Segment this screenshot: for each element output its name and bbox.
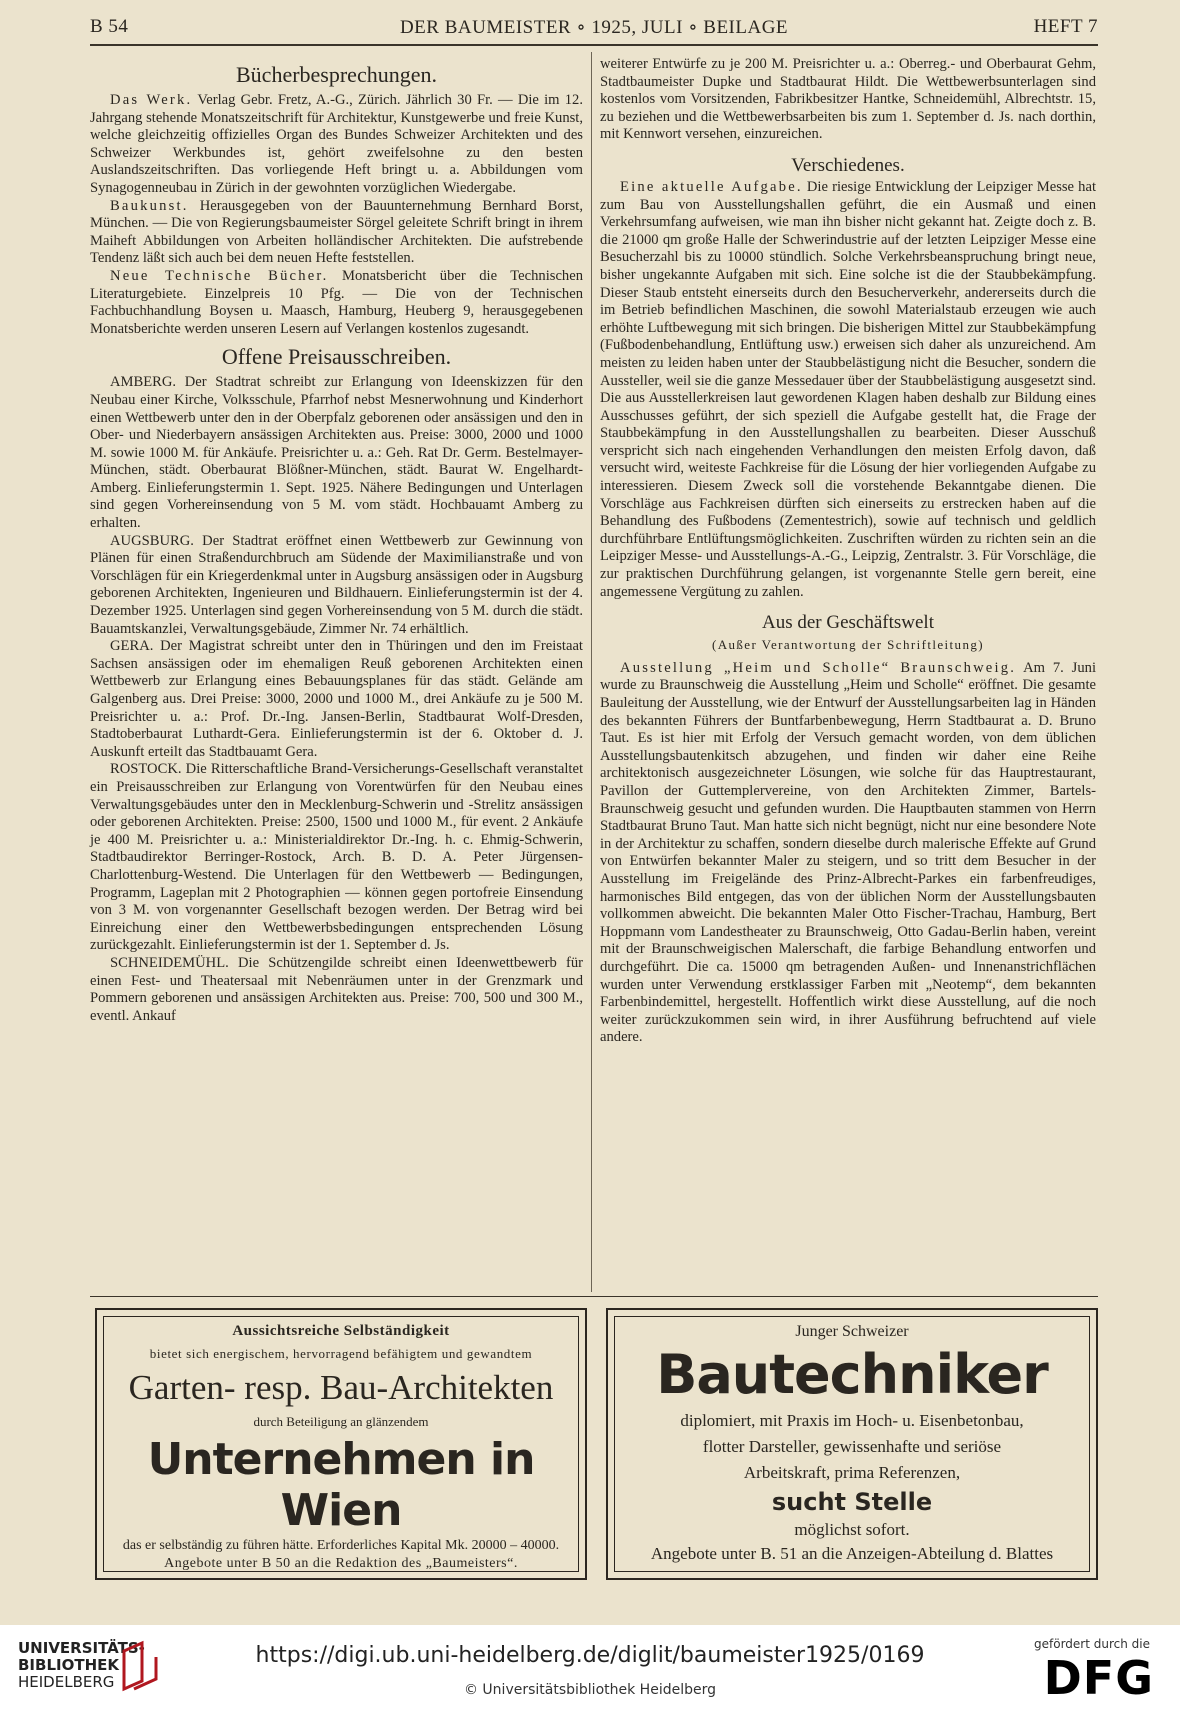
ad-headline: Aussichtsreiche Selbständigkeit [232, 1323, 450, 1339]
ad-line: Junger Schweizer [795, 1323, 909, 1340]
competition-city: AUGSBURG. [110, 532, 194, 549]
review-lead: Baukunst. [110, 197, 189, 214]
misc-text: Die riesige Entwicklung der Leipziger Messe hat zum Bau von Ausstellungshallen geführt, die ein Ausmaß und einen Verkehrsumfang aufweisen, wie man ihn bisher nicht gekannt hat. Zeigte doch z. B. die 21000 qm große Halle der Schwerindustrie auf der letzten Leipziger Messe eine Besucherzahl bis zu 10000 stündlich. Solche Verkehrsbeanspruchung bringt neue, bisher ungekannte Aufgaben mit sich. Eine solche ist die der Staubbekämpfung. Dieser Staub entsteht einerseits durch den Besucherverkehr, andererseits durch die im Betrieb befindlichen Maschinen, die sowohl Materialstaub erzeugen wie auch erhöhte Luftbewegung mit sich bringen. Die bisherigen Mittel zur Staubbekämpfung (Fußbodenbehandlung, Entlüftung usw.) erweisen sich daher als unzureichend. Am meisten zu leiden haben unter der Staubbelästigung nicht die Besucher, sondern die Aussteller, weil sie die ganze Messedauer über der Staubbelästigung ausgesetzt sind. Die aus Ausstellerkreisen laut gewordenen Klagen haben deshalb zur Bildung eines Ausschusses geführt, der sich speziell die Aufgabe gestellt hat, die Frage der Staubbekämpfung in den Ausstellungshallen zu bearbeiten. Dieser Ausschuß verspricht sich nach eingehenden Verhandlungen den meisten Erfolg davon, daß versucht wird, weiteste Fachkreise für die Lösung der hier vorliegenden Aufgabe zu interessieren. Diesem Zweck soll die vorstehende Bekanntgabe dienen. Die Vorschläge aus Fachkreisen dürften sich einerseits zu erstrecken haben auf die Behandlung des Fußbodens (Zementestrich), sowie auf technisch und geldlich durchführbare Entlüftungsmöglichkeiten. Zuschriften würden zu richten sein an die Leipziger Messe- und Ausstellungs-A.-G., Leipzig, Zentralstr. 3. Für Vorschläge, die zur praktischen Durchführung gelangen, ist vorgenannte Stelle gern bereit, eine angemessene Vergütung zu zahlen. [600, 178, 1097, 600]
ad-inner-frame [103, 1316, 579, 1572]
ad-line: möglichst sofort. [794, 1520, 910, 1539]
ad-line: flotter Darsteller, gewissenhafte und seriöse [702, 1437, 1002, 1456]
continued-paragraph: weiterer Entwürfe zu je 200 M. Preisrichter u. a.: Oberreg.- und Oberbaurat Gehm, Stadtbaumeister Dupke und Stadtbaurat Hildt. Die Wettbewerbsunterlagen sind kostenlos vom Vorsitzenden, Fabrikbesitzer Hantke, Schneidemühl, Albrechtstr. 15, zu beziehen und die Wettbewerbsarbeiten bis zum 1. September d. Js. nach dorthin, mit Kennwort versehen, einzureichen. [600, 56, 1096, 143]
ad-line: diplomiert, mit Praxis im Hoch- u. Eisenbetonbau, [680, 1411, 1024, 1430]
ad-contact: Angebote unter B 50 an die Redaktion des „Baumeisters“. [164, 1556, 518, 1571]
review-lead: Das Werk. [110, 92, 193, 108]
competition-city: SCHNEIDEMÜHL. [110, 954, 229, 971]
competition-text: Der Magistrat schreibt unter den in Thüringen und den im Freistaat Sachsen ansässigen oder im ehemaligen Reuß geborenen Architekten einen Wettbewerb zur Erlangung eines Bebauungsplanes für das städt. Gelände am Galgenberg aus. Drei Preise: 3000, 2000 und 1000 M., drei Ankäufe zu je 500 M. Preisrichter u. a.: Prof. Dr.-Ing. Jansen-Berlin, Stadtbaurat Wolf-Dresden, Stadtoberbaurat Luthardt-Gera. Einlieferungstermin ist der 6. Oktober d. J. Auskunft erteilt das Stadtbauamt Gera. [90, 638, 583, 760]
review-paragraph [90, 92, 583, 198]
competition-text: Die Schützengilde schreibt einen Ideenwettbewerb für einen Fest- und Theatersaal mit Nebenräumen unter in der Grenzmark und Pommern geborenen und ansässigen Architekten aus. Preise: 700, 500 und 300 M., eventl. Ankauf [90, 954, 583, 1024]
competition-paragraph [90, 374, 583, 532]
viewer-footer [0, 1625, 1180, 1713]
section-heading-business: Aus der Geschäftswelt [761, 612, 934, 634]
misc-paragraph [600, 179, 1096, 601]
ad-line: Arbeitskraft, prima Referenzen, [743, 1463, 961, 1482]
competition-city: ROSTOCK. [110, 761, 182, 778]
dfg-logo: DFG [1043, 1651, 1154, 1705]
competition-paragraph [90, 761, 583, 955]
competition-paragraph [90, 533, 583, 639]
column-divider [591, 52, 592, 1292]
journal-title: DER BAUMEISTER ∘ 1925, JULI ∘ BEILAGE [399, 17, 789, 38]
ad-line: das er selbständig zu führen hätte. Erforderliches Kapital Mk. 20000 – 40000. [122, 1538, 560, 1553]
competition-city: GERA. [110, 638, 154, 655]
competition-text: Der Stadtrat schreibt zur Erlangung von Ideenskizzen für den Neubau einer Kirche, Volksschule, Pfarrhof nebst Mesnerwohnung und Kinderhort einen Wettbewerb unter den in der Oberpfalz geborenen oder ansässigen und den in Ober- und Niederbayern ansässigen Architekten aus. Preise: 3000, 2000 und 1000 M. sowie 1000 M. für Ankäufe. Preisrichter u. a.: Geh. Rat Dr. Germ. Bestelmayer-München, städt. Oberbaurat Blößner-München, städt. Baurat W. Engelhardt-Amberg. Einlieferungstermin 1. Sept. 1925. Nähere Bedingungen und Unterlagen sind gegen Vorhereinsendung von 5 M. vom städt. Hochbauamt Amberg zu erhalten. [90, 374, 583, 532]
right-column [600, 56, 1096, 1047]
permalink-url[interactable]: https://digi.ub.uni-heidelberg.de/diglit/baumeister1925/0169 [255, 1643, 925, 1668]
review-text: Monatsbericht über die Technischen Literaturgebiete. Einzelpreis 10 Pfg. — Die von der Technischen Fachbuchhandlung Boysen u. Maasch, Hamburg, Heuberg 9, herausgegebenen Monatsberichte werden unseren Lesern auf Verlangen kostenlos zugesandt. [90, 267, 583, 337]
section-heading-competitions: Offene Preisausschreiben. [221, 344, 452, 370]
business-paragraph [600, 660, 1096, 1047]
competition-text: Die Ritterschaftliche Brand-Versicherungs-Gesellschaft veranstaltet ein Preisausschreiben zur Erlangung von Vorentwürfen für den Neubau eines Verwaltungsgebäudes unter den in Mecklenburg-Schwerin und -Strelitz ansässigen oder geborenen Architekten. Preise: 2500, 1500 und 1000 M., für event. 2 Ankäufe je 400 M. Preisrichter u. a.: Ministerialdirektor Dr.-Ing. h. c. Ehmig-Schwerin, Stadtbaudirektor Berringer-Rostock, Arch. B. D. A. Peter Jürgensen-Charlottenburg-Westend. Die Unterlagen für den Wettbewerb — Bedingungen, Programm, Lageplan mit 2 Photographien — können gegen portofreie Einsendung von 3 M. von vorgenannter Gesellschaft bezogen werden. Der Betrag wird bei Einreichung einer den Wettbewerbsbedingungen entsprechenden Lösung zurückgezahlt. Einlieferungstermin ist der 1. September d. Js. [90, 761, 584, 954]
copyright-notice: © Universitätsbibliothek Heidelberg [463, 1682, 716, 1698]
running-header [90, 16, 1098, 46]
advertisement-technician [606, 1308, 1098, 1580]
review-text: Verlag Gebr. Fretz, A.-G., Zürich. Jährlich 30 Fr. — Die im 12. Jahrgang stehende Monatszeitschrift für Architektur, Kunstgewerbe und freie Kunst, welche gleichzeitig offizielles Organ des Bundes Schweizer Architekten und des Schweizer Werkbundes ist, gehört zweifelsohne zu den besten Auslandszeitschriften. Das vorliegende Heft bringt u. a. Abbildungen vom Synagogenneubau in Zürich in der gewohnten vorzüglichen Wiedergabe. [90, 92, 583, 196]
section-heading-misc: Verschiedenes. [791, 154, 905, 176]
ad-display-text: Bautechniker [656, 1343, 1048, 1406]
funding-label: gefördert durch die [1034, 1637, 1150, 1651]
section-heading-reviews: Bücherbesprechungen. [236, 62, 437, 87]
ad-line: bietet sich energischem, hervorragend befähigtem und gewandtem [149, 1346, 533, 1361]
advertisement-vienna [95, 1308, 587, 1580]
ad-line: durch Beteiligung an glänzendem [253, 1414, 429, 1429]
left-column [90, 56, 583, 1025]
business-text: Am 7. Juni wurde zu Braunschweig die Ausstellung „Heim und Scholle“ eröffnet. Die gesamte Bauleitung der Ausstellung, wie der Entwurf der Ausstellungsarbeiten lag in Händen des bekannten Führers der Buntfarbenbewegung, Herrn Stadtbaurat a. D. Bruno Taut. Es ist hier mit Erfolg der Versuch gemacht worden, von dem üblichen Ausstellungsbautenkitsch abzugehen, und finden wir daher eine Reihe architektonisch ausgezeichneter Lösungen, wie solche für das Hauptrestaurant, Pavillon der Guttemplervereine, von den Architekten Zimmer, Bartels-Braunschweig gesucht und gefunden wurden. Die Hauptbauten stammen von Herrn Stadtbaurat Bruno Taut. Man hatte sich nicht begnügt, nicht nur eine besondere Note in der Architektur zu schaffen, sondern dieselbe durch malerische Effekte auf Grund von Entwürfen bekannter Maler zu steigern, und so tritt dem Besucher in der Ausstellung im Freigelände des Prinz-Albrecht-Parkes ein farbenfreudiges, harmonisches Bild entgegen, das von der üblichen Norm der Ausstellungsbauten vollkommen abweicht. Die bekannten Maler Otto Fischer-Trachau, Hamburg, Bert Hoppmann vom Landestheater zu Braunschweig, Otto Gadau-Berlin haben, vereint mit der Braunschweigischen Malerschaft, die farbige Behandlung entworfen und durchgeführt. Die ca. 15000 qm betragenden Außen- und Innenanstrichflächen wurden unter Verwendung erstklassiger Farben mit „Neotemp“, dem bekannten Farbenbindemittel, hergestellt. Hoffentlich wirkt diese Ausstellung, auf die noch weiter zurückzukommen sein wird, in ihrer Ausführung befruchtend auf viele andere. [600, 659, 1096, 1046]
ads-separator [90, 1296, 1098, 1297]
review-lead: Neue Technische Bücher. [110, 267, 329, 284]
misc-lead: Eine aktuelle Aufgabe. [620, 178, 803, 195]
ad-inner-frame [614, 1316, 1090, 1572]
ad-contact: Angebote unter B. 51 an die Anzeigen-Abteilung d. Blattes [650, 1544, 1054, 1563]
page-number: B 54 [90, 16, 129, 37]
review-paragraph [90, 198, 583, 268]
competition-paragraph [90, 638, 583, 761]
competition-text: Der Stadtrat eröffnet einen Wettbewerb zur Gewinnung von Plänen für einen Straßendurchbruch am Südende der Maximilianstraße und von Vorschlägen für ein Kriegerdenkmal unter in Augsburg ansässigen oder in Augsburg geborenen Architekten, Ingenieuren und Bildhauern. Einlieferungstermin ist der 4. Dezember 1925. Unterlagen sind gegen Vorhereinsendung von 5 M. durch die städt. Bauamtskanzlei, Verwaltungsgebäude, Zimmer Nr. 74 erhältlich. [90, 532, 584, 637]
library-line: UNIVERSITÄTS- [18, 1639, 145, 1657]
competition-paragraph [90, 955, 583, 1025]
issue-label: HEFT 7 [1033, 16, 1098, 37]
library-line: BIBLIOTHEK [18, 1656, 119, 1674]
library-line: HEIDELBERG [18, 1673, 115, 1691]
business-disclaimer: (Außer Verantwortung der Schriftleitung) [711, 637, 984, 653]
ad-title: Garten- resp. Bau-Architekten [128, 1368, 554, 1407]
ad-headline: sucht Stelle [771, 1488, 933, 1516]
business-lead: Ausstellung „Heim und Scholle“ Braunschweig. [620, 659, 1017, 676]
competition-city: AMBERG. [110, 374, 177, 391]
ad-display-text: Unternehmen in Wien [147, 1434, 535, 1536]
review-paragraph [90, 268, 583, 338]
review-text: Herausgegeben von der Bauunternehmung Bernhard Borst, München. — Die von Regierungsbaumeister Sörgel geleitete Schrift bringt in ihrem Maiheft Abbildungen von Arbeiten holländischer Architekten. Die aufstrebende Tendenz läßt sich auch bei dem neuen Hefte feststellen. [90, 197, 583, 267]
